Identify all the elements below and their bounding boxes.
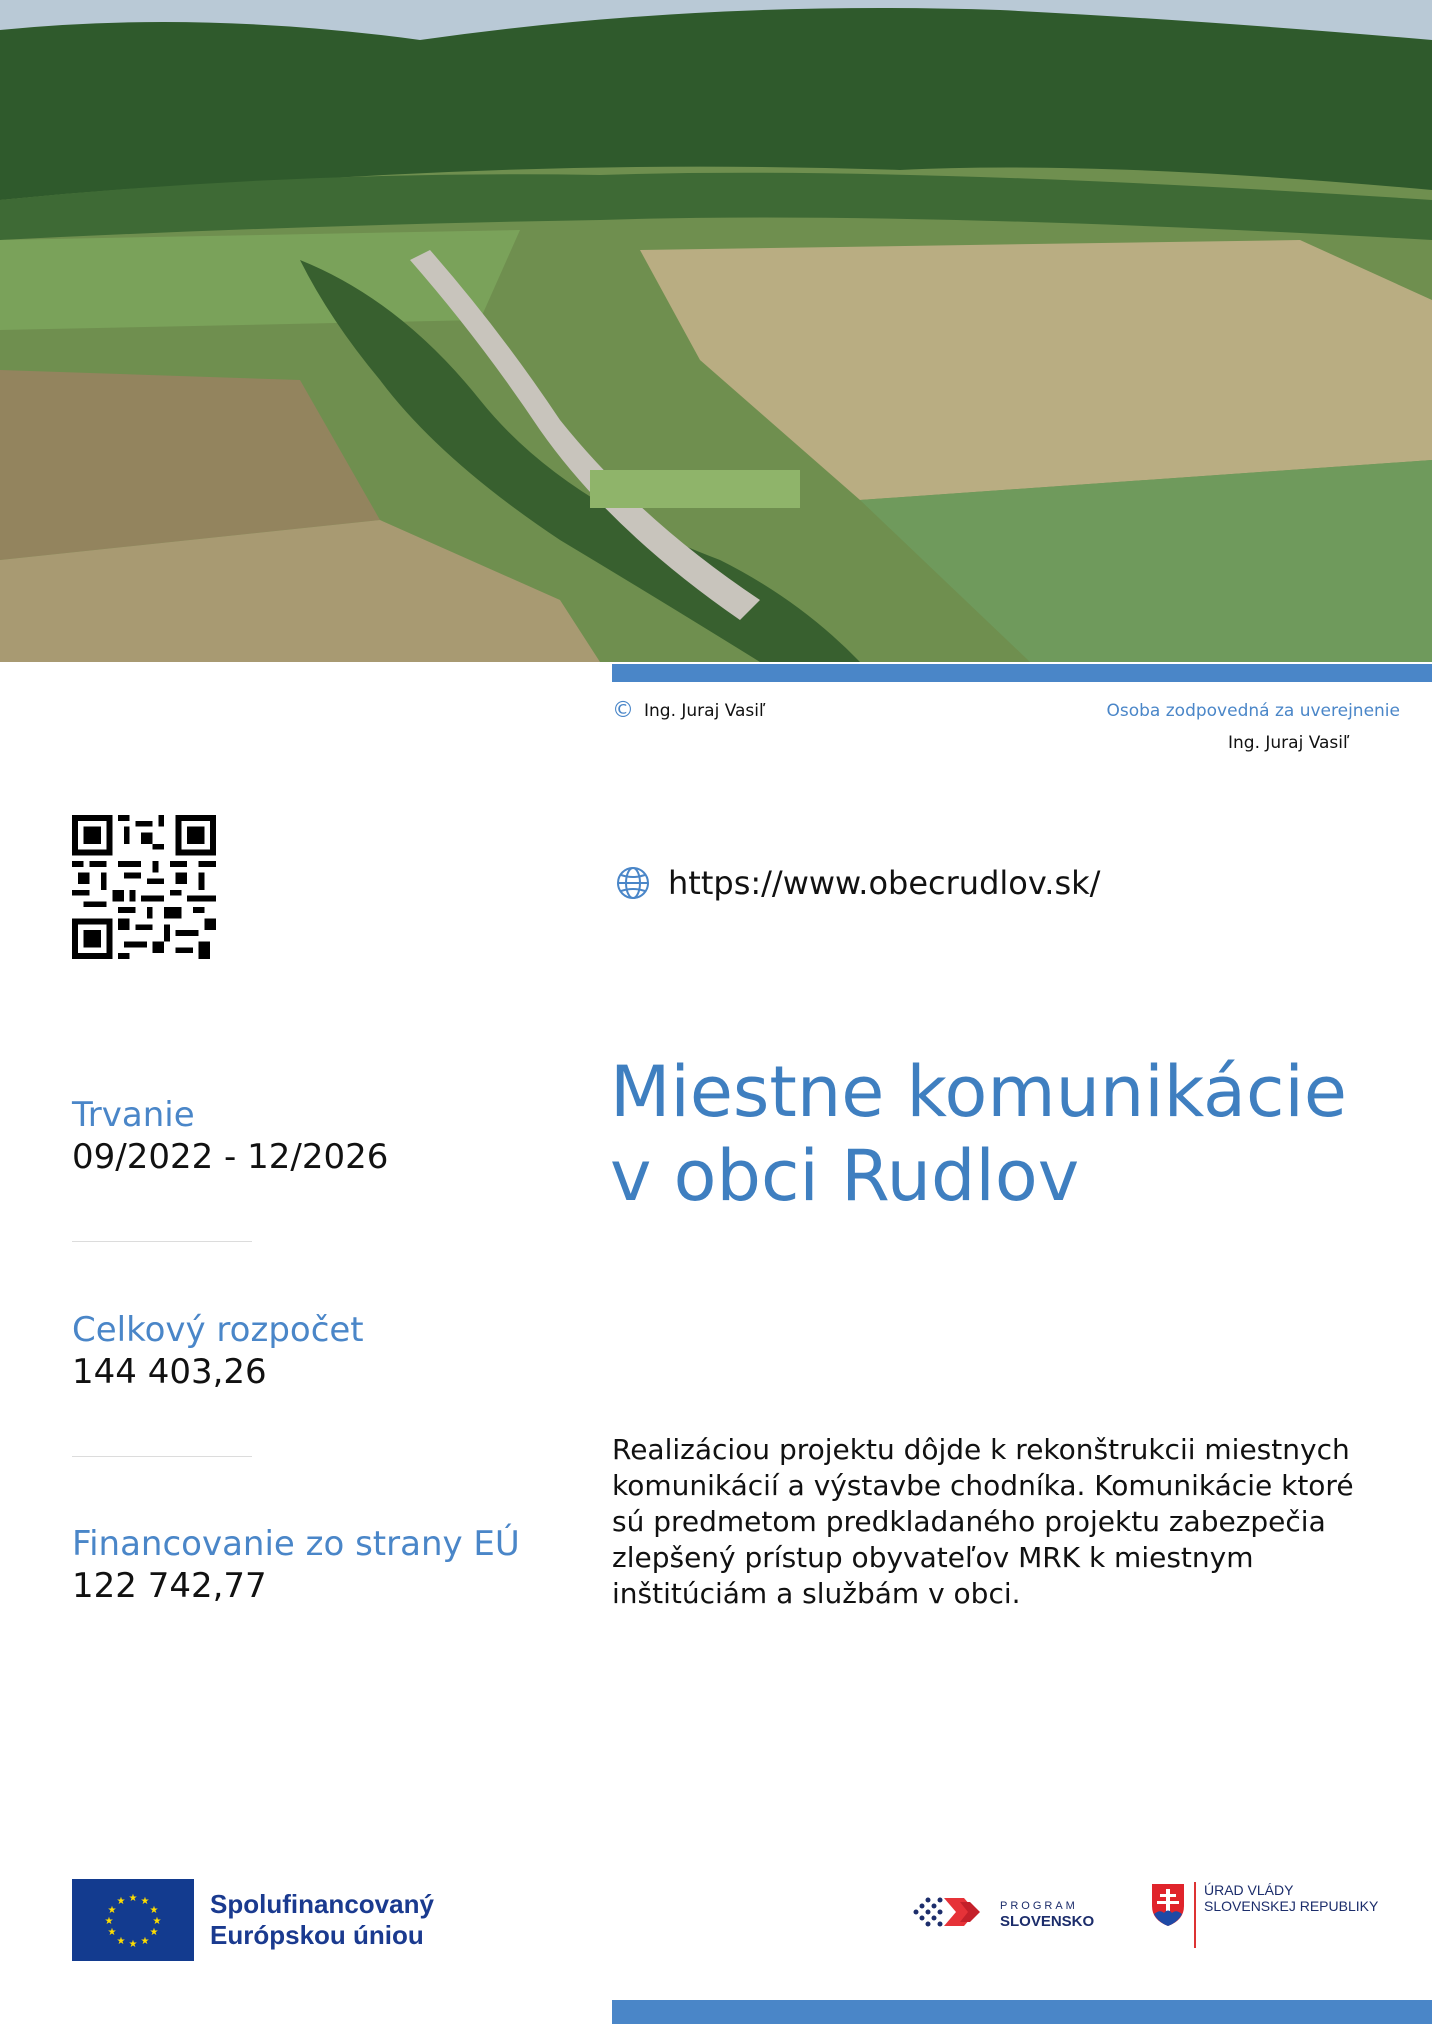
eu-funding-value: 122 742,77 [72, 1566, 267, 1606]
eu-funding-block [72, 1523, 520, 1607]
svg-text:★: ★ [152, 1916, 162, 1927]
duration-label: Trvanie [72, 1095, 195, 1135]
project-description: Realizáciou projektu dôjde k rekonštrukcii miestnych komunikácií a výstavbe chodníka. Komunikácie ktoré sú predmetom predkladaného projektu zabezpečia zlepšený prístup obyvateľov MRK k miestnym inštitúciám a službám v obci. [612, 1433, 1354, 1610]
svg-text:★: ★ [128, 1893, 138, 1904]
svg-text:★: ★ [107, 1927, 117, 1938]
photo-credit-author: Ing. Juraj Vasiľ [644, 701, 766, 721]
qr-code[interactable] [72, 815, 216, 959]
copyright-icon: © [612, 698, 634, 723]
responsible-person-name: Ing. Juraj Vasiľ [1228, 733, 1350, 753]
responsible-person-label: Osoba zodpovedná za uverejnenie [1106, 701, 1400, 721]
duration-value: 09/2022 - 12/2026 [72, 1137, 389, 1177]
eu-logo-line1: Spolufinancovaný [210, 1889, 434, 1919]
photo-credit [612, 700, 765, 722]
eu-funding-label: Financovanie zo strany EÚ [72, 1524, 520, 1564]
eu-flag-icon [72, 1879, 194, 1961]
project-title-line2: v obci Rudlov [610, 1135, 1080, 1217]
accent-bar-bottom [612, 2000, 1432, 2024]
svg-text:★: ★ [116, 1936, 126, 1947]
logo-divider [1194, 1882, 1196, 1948]
eu-cofunded-logo [72, 1879, 434, 1961]
budget-value: 144 403,26 [72, 1352, 267, 1392]
office-line1: ÚRAD VLÁDY [1204, 1882, 1294, 1898]
office-line2: SLOVENSKEJ REPUBLIKY [1204, 1898, 1379, 1914]
svg-text:★: ★ [140, 1936, 150, 1947]
government-office-logo [1150, 1882, 1378, 1948]
svg-text:★: ★ [140, 1896, 150, 1907]
program-name: SLOVENSKO [1000, 1913, 1095, 1930]
landscape-photo [0, 0, 1432, 662]
project-title-line1: Miestne komunikácie [610, 1051, 1347, 1133]
svg-text:★: ★ [149, 1927, 159, 1938]
svg-text:★: ★ [107, 1905, 117, 1916]
website-link[interactable] [616, 864, 1100, 902]
globe-icon [616, 866, 650, 900]
svg-text:★: ★ [104, 1916, 114, 1927]
project-title [610, 1050, 1410, 1218]
divider [72, 1456, 252, 1457]
slovak-coat-of-arms-icon [1150, 1882, 1186, 1932]
duration-block [72, 1094, 388, 1178]
accent-bar-top [612, 664, 1432, 682]
svg-text:★: ★ [128, 1939, 138, 1950]
program-slovensko-icon [912, 1892, 992, 1936]
program-label: PROGRAM [1000, 1900, 1078, 1912]
budget-label: Celkový rozpočet [72, 1310, 364, 1350]
program-slovensko-logo [912, 1892, 1094, 1936]
eu-logo-line2: Európskou úniou [210, 1920, 424, 1950]
budget-block [72, 1309, 364, 1393]
website-url: https://www.obecrudlov.sk/ [668, 864, 1101, 902]
svg-text:★: ★ [116, 1896, 126, 1907]
svg-text:★: ★ [149, 1905, 159, 1916]
divider [72, 1241, 252, 1242]
